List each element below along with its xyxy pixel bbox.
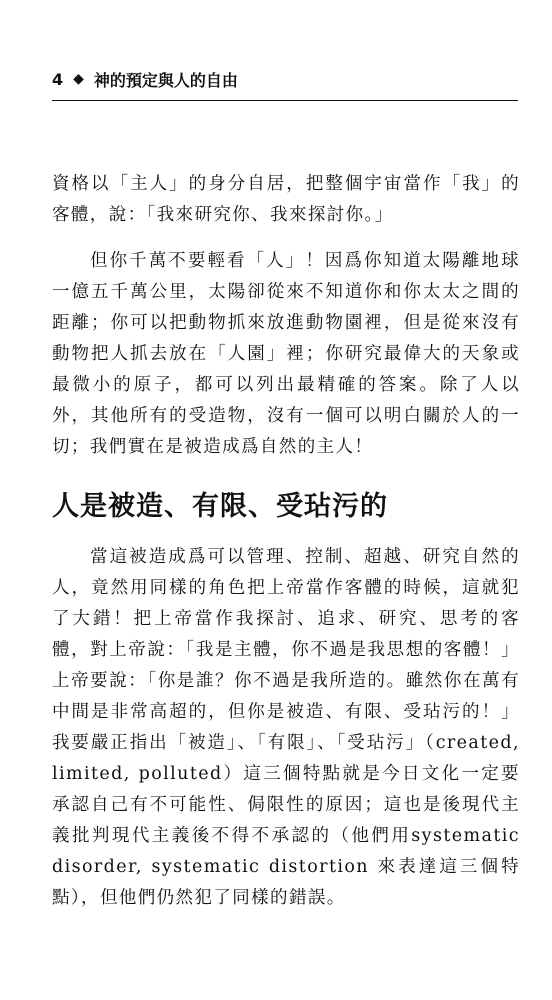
diamond-icon: ◆ (73, 71, 84, 87)
body-paragraph-1: 資格以「主人」的身分自居，把整個宇宙當作「我」的客體，說：「我來研究你、我來探討你。」 (52, 174, 520, 225)
header-divider (52, 100, 518, 101)
section-heading: 人是被造、有限、受玷污的 (52, 491, 388, 522)
running-title: 神的預定與人的自由 (93, 70, 238, 90)
running-header (52, 64, 518, 94)
page-number: 4 (52, 69, 64, 89)
body-paragraph-3: 當這被造成爲可以管理、控制、超越、研究自然的人，竟然用同樣的角色把上帝當作客體的時候，這就犯了大錯！把上帝當作我探討、追求、研究、思考的客體，對上帝說：「我是主體，你不過是我思想的客體！」上帝要說：「你是誰？你不過是我所造的。雖然你在萬有中間是非常高超的，但你是被造、有限、受玷污的！」我要嚴正指出「被造」、「有限」、「受玷污」（created, limited, polluted）這三個特點就是今日文化一定要承認自己有不可能性、侷限性的原因；這也是後現代主義批判現代主義後不得不承認的（他們用systematic disorder, systematic distortion 來表達這三個特點），但他們仍然犯了同樣的錯誤。 (52, 547, 520, 908)
body-paragraph-2: 但你千萬不要輕看「人」！因爲你知道太陽離地球一億五千萬公里，太陽卻從來不知道你和你太太之間的距離；你可以把動物抓來放進動物園裡，但是從來沒有動物把人抓去放在「人園」裡；你研究最偉大的天象或最微小的原子，都可以列出最精確的答案。除了人以外，其他所有的受造物，沒有一個可以明白關於人的一切；我們實在是被造成爲自然的主人！ (52, 251, 520, 457)
